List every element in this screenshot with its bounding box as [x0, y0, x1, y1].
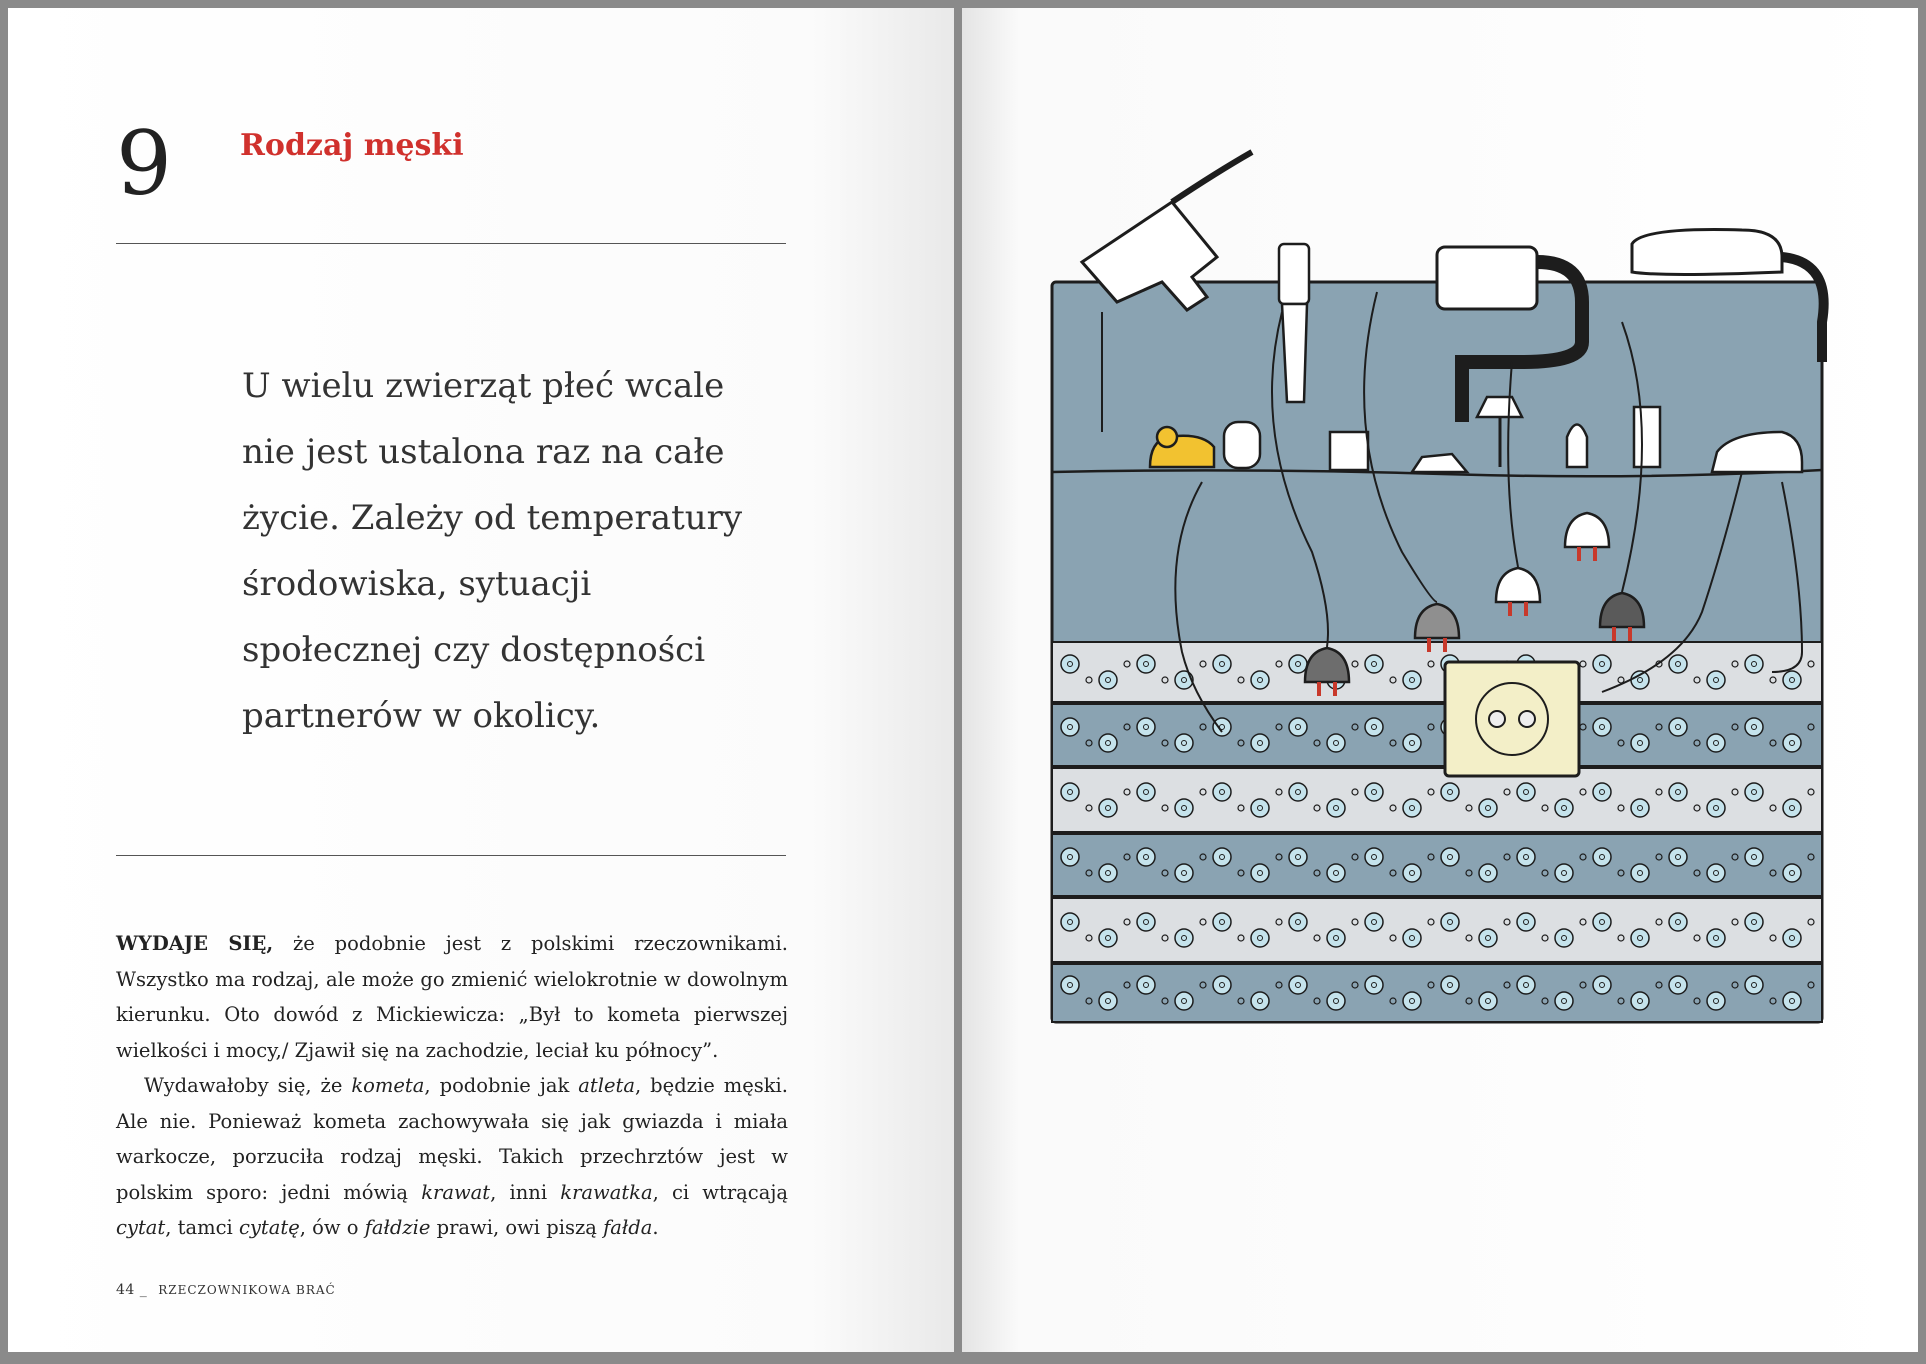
flower-dot	[1707, 734, 1725, 752]
flower-dot	[1099, 992, 1117, 1010]
toy-rocket	[1567, 425, 1587, 468]
flower-dot	[1365, 913, 1383, 931]
flower-dot	[1555, 929, 1573, 947]
flower-dot	[1213, 976, 1231, 994]
pull-quote	[242, 353, 762, 749]
italic-word: krawat	[421, 1180, 491, 1204]
page-number: 44	[116, 1282, 135, 1298]
fabric-stripe	[1052, 704, 1822, 766]
flower-dot	[1593, 976, 1611, 994]
flower-dot	[1327, 929, 1345, 947]
running-head: RZECZOWNIKOWA BRAĆ	[158, 1283, 336, 1297]
left-page	[8, 8, 954, 1352]
flower-dot	[1099, 671, 1117, 689]
flower-dot	[1061, 913, 1079, 931]
flower-dot	[1213, 913, 1231, 931]
chapter-number: 9	[116, 112, 172, 215]
flower-dot	[1669, 718, 1687, 736]
flower-dot	[1365, 718, 1383, 736]
flower-dot	[1365, 848, 1383, 866]
flower-dot	[1745, 655, 1763, 673]
flower-dot	[1175, 799, 1193, 817]
flower-dot	[1403, 992, 1421, 1010]
flower-dot	[1783, 929, 1801, 947]
flower-dot	[1745, 783, 1763, 801]
italic-word: kometa	[351, 1074, 425, 1097]
flower-dot	[1555, 864, 1573, 882]
fabric-stripe	[1052, 768, 1822, 832]
paragraph-text: prawi, owi piszą	[430, 1216, 604, 1239]
toy-robot	[1634, 407, 1660, 467]
flower-dot	[1099, 799, 1117, 817]
flower-dot	[1175, 929, 1193, 947]
body-paragraph-2	[116, 1068, 788, 1246]
microphone	[1224, 422, 1260, 468]
saw-handle	[1279, 244, 1309, 304]
body-text	[116, 926, 788, 1246]
pull-quote-line: nie jest ustalona raz na całe	[242, 432, 725, 472]
bottom-rule	[116, 855, 786, 856]
flower-dot	[1251, 929, 1269, 947]
flower-dot	[1669, 848, 1687, 866]
flower-dot	[1175, 671, 1193, 689]
fabric-stripe	[1052, 964, 1822, 1022]
flower-dot	[1327, 992, 1345, 1010]
flower-dot	[1213, 655, 1231, 673]
flower-dot	[1251, 799, 1269, 817]
flower-dot	[1061, 718, 1079, 736]
flower-dot	[1061, 976, 1079, 994]
pull-quote-line: społecznej czy dostępności	[242, 630, 706, 670]
flower-dot	[1289, 783, 1307, 801]
socket-hole	[1519, 711, 1535, 727]
flower-dot	[1175, 734, 1193, 752]
flower-dot	[1593, 783, 1611, 801]
flower-dot	[1289, 655, 1307, 673]
flower-dot	[1213, 848, 1231, 866]
flower-dot	[1669, 976, 1687, 994]
flower-dot	[1669, 913, 1687, 931]
flower-dot	[1137, 848, 1155, 866]
flower-dot	[1707, 799, 1725, 817]
flower-dot	[1289, 913, 1307, 931]
flower-dot	[1783, 671, 1801, 689]
flower-dot	[1175, 992, 1193, 1010]
tower-block	[1330, 432, 1368, 470]
flower-dot	[1251, 671, 1269, 689]
flower-dot	[1289, 718, 1307, 736]
flower-dot	[1327, 799, 1345, 817]
italic-word: cytat	[116, 1216, 166, 1239]
flower-dot	[1631, 992, 1649, 1010]
flower-dot	[1061, 848, 1079, 866]
flower-dot	[1441, 913, 1459, 931]
flower-dot	[1783, 992, 1801, 1010]
fabric-stripe	[1052, 642, 1822, 702]
flower-dot	[1213, 783, 1231, 801]
flower-dot	[1631, 734, 1649, 752]
flower-dot	[1441, 783, 1459, 801]
paragraph-text: , ów o	[299, 1216, 365, 1239]
top-rule	[116, 243, 786, 244]
flower-dot	[1479, 864, 1497, 882]
flower-dot	[1593, 848, 1611, 866]
flower-dot	[1631, 929, 1649, 947]
paragraph-text: .	[652, 1216, 659, 1239]
flower-dot	[1403, 734, 1421, 752]
lead-in-caps: WYDAJE SIĘ,	[116, 932, 274, 955]
flower-dot	[1593, 655, 1611, 673]
socket-hole	[1489, 711, 1505, 727]
flower-dot	[1707, 864, 1725, 882]
flower-dot	[1327, 734, 1345, 752]
pull-quote-line: U wielu zwierząt płeć wcale	[242, 366, 725, 406]
flower-dot	[1707, 671, 1725, 689]
illustration-appliances-socket	[1042, 132, 1832, 1032]
italic-word: cytatę	[238, 1216, 300, 1239]
flower-dot	[1403, 671, 1421, 689]
flower-dot	[1631, 864, 1649, 882]
flower-dot	[1099, 734, 1117, 752]
flower-dot	[1745, 913, 1763, 931]
flower-dot	[1517, 848, 1535, 866]
paragraph-text: , ci wtrącają	[652, 1180, 788, 1204]
flower-dot	[1327, 864, 1345, 882]
paragraph-text: , będzie męski. Ale nie. Ponieważ kometa zachowywała się jak gwiazda i miała warkocze, porzuciła rodzaj męski. Takich przechrztów jest w polskim sporo: jedni mówią	[116, 1074, 788, 1204]
wall-socket	[1445, 662, 1579, 776]
paragraph-text: , inni	[490, 1180, 561, 1204]
flower-dot	[1631, 799, 1649, 817]
folio	[116, 1282, 336, 1298]
flower-dot	[1099, 864, 1117, 882]
flower-dot	[1137, 718, 1155, 736]
paragraph-text: , tamci	[165, 1216, 239, 1239]
flower-dot	[1441, 848, 1459, 866]
paragraph-text: , podobnie jak	[424, 1074, 579, 1097]
flower-dot	[1365, 655, 1383, 673]
flower-dot	[1403, 929, 1421, 947]
flower-dot	[1403, 864, 1421, 882]
flower-dot	[1441, 976, 1459, 994]
flower-dot	[1479, 799, 1497, 817]
flower-dot	[1783, 734, 1801, 752]
flower-dot	[1745, 718, 1763, 736]
flower-dot	[1137, 783, 1155, 801]
flower-dot	[1137, 913, 1155, 931]
flower-dot	[1707, 929, 1725, 947]
flower-dot	[1517, 783, 1535, 801]
drill-bit	[1172, 152, 1252, 202]
flower-dot	[1365, 783, 1383, 801]
flower-dot	[1289, 976, 1307, 994]
saw-blade	[1282, 304, 1307, 402]
italic-word: fałda	[603, 1216, 653, 1239]
flower-dot	[1479, 992, 1497, 1010]
flower-dot	[1669, 783, 1687, 801]
flower-dot	[1289, 848, 1307, 866]
flower-dot	[1175, 864, 1193, 882]
flower-dot	[1137, 976, 1155, 994]
radio	[1437, 247, 1537, 309]
fabric-stripe	[1052, 834, 1822, 896]
flower-dot	[1251, 734, 1269, 752]
paragraph-text: Wydawałoby się, że	[144, 1074, 352, 1097]
flower-dot	[1555, 799, 1573, 817]
flower-dot	[1593, 913, 1611, 931]
flower-dot	[1137, 655, 1155, 673]
flower-dot	[1517, 976, 1535, 994]
paragraph-text: że podobnie jest z polskimi rzeczownikami. Wszystko ma rodzaj, ale może go zmienić wielokrotnie w dowolnym kierunku. Oto dowód z Mickiewicza: „Był to kometa pierwszej wielkości i mocy,/ Zjawił się na zachodzie, leciał ku północy”.	[116, 932, 788, 1062]
flower-dot	[1707, 992, 1725, 1010]
flower-dot	[1099, 929, 1117, 947]
flower-dot	[1251, 992, 1269, 1010]
fabric-stripe	[1052, 898, 1822, 962]
flower-dot	[1517, 913, 1535, 931]
flower-dot	[1061, 783, 1079, 801]
hairdryer	[1632, 230, 1782, 275]
chapter-title: Rodzaj męski	[240, 128, 464, 163]
italic-word: fałdzie	[364, 1216, 431, 1239]
flower-dot	[1479, 929, 1497, 947]
flower-dot	[1555, 992, 1573, 1010]
flower-dot	[1745, 976, 1763, 994]
pull-quote-line: środowiska, sytuacji	[242, 564, 592, 604]
duck-head	[1157, 427, 1177, 447]
flower-dot	[1783, 864, 1801, 882]
flower-dot	[1365, 976, 1383, 994]
italic-word: atleta	[578, 1074, 635, 1097]
right-page	[962, 8, 1918, 1352]
italic-word: krawatka	[560, 1180, 653, 1204]
flower-dot	[1061, 655, 1079, 673]
flower-dot	[1251, 864, 1269, 882]
flower-dot	[1593, 718, 1611, 736]
flower-dot	[1403, 799, 1421, 817]
flower-dot	[1783, 799, 1801, 817]
flower-dot	[1745, 848, 1763, 866]
pull-quote-line: partnerów w okolicy.	[242, 696, 601, 736]
flower-dot	[1213, 718, 1231, 736]
body-paragraph-1	[116, 926, 788, 1068]
folio-separator: _	[139, 1282, 148, 1298]
illustration-art	[1052, 152, 1824, 1022]
flower-dot	[1669, 655, 1687, 673]
pull-quote-line: życie. Zależy od temperatury	[242, 498, 743, 538]
